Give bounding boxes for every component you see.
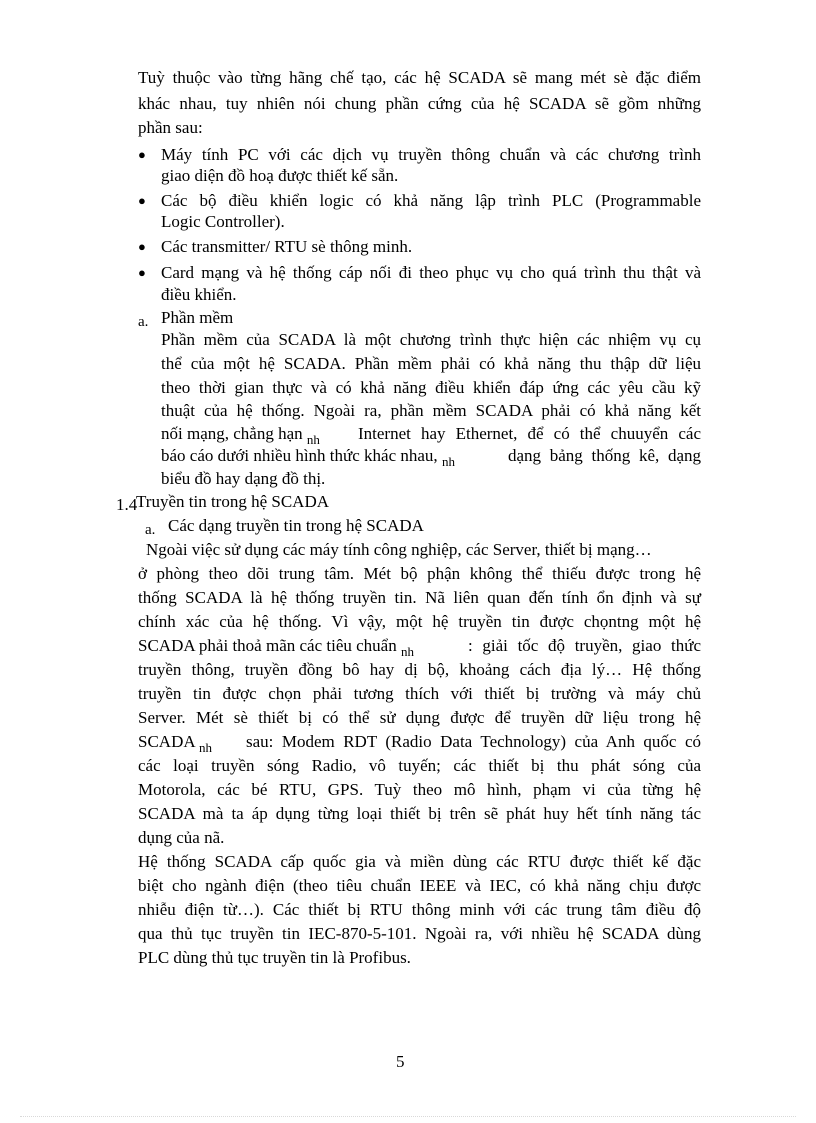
software-line-5 [161, 424, 320, 445]
bullet-dot-icon: ● [138, 147, 146, 162]
nh-subscript: nh [306, 432, 320, 447]
para1-line-5-part-b: : giải tốc độ truyền, giao thức [468, 636, 701, 655]
software-line-6 [161, 446, 455, 467]
bullet-4-line-1: Card mạng và hệ thống cáp nối đi theo phục vụ cho quá trình thu thật và [161, 263, 701, 282]
intro-line-3: phần sau: [138, 118, 203, 137]
intro-line-2: khác nhau, tuy nhiên nói chung phần cứng của hệ SCADA sẽ gồm những [138, 94, 701, 113]
nh-subscript: nh [400, 644, 414, 659]
para1-line-9-part-b: sau: Modem RDT (Radio Data Technology) của Anh quốc có [246, 732, 701, 751]
para1-line-12: SCADA mà ta áp dụng từng loại thiết bị trên sẽ phát huy hết tính năng tác [138, 804, 701, 823]
software-line-5-part-b: Internet hay Ethernet, để có thể chuuyển các [358, 424, 701, 443]
software-line-6-part-b: dạng bảng thống kê, dạng [508, 446, 701, 465]
para2-line-5: PLC dùng thủ tục truyền tin là Profibus. [138, 948, 411, 967]
para2-line-4: qua thủ tục truyền tin IEC-870-5-101. Ngoài ra, với nhiều hệ SCADA dùng [138, 924, 701, 943]
software-heading: Phần mềm [161, 308, 234, 327]
bullet-dot-icon: ● [138, 239, 146, 254]
para2-line-1: Hệ thống SCADA cấp quốc gia và miền dùng các RTU được thiết kế đặc [138, 852, 701, 871]
para1-line-2: ở phòng theo dõi trung tâm. Mét bộ phận không thể thiếu được trong hệ [138, 564, 701, 583]
subsection-title: Các dạng truyền tin trong hệ SCADA [168, 516, 424, 535]
page-bottom-divider [20, 1116, 796, 1117]
software-line-2: thể của một hệ SCADA. Phần mềm phải có khả năng thu thập dữ liệu [161, 354, 701, 373]
nh-subscript: nh [441, 454, 455, 469]
para1-line-10: các loại truyền sóng Radio, vô tuyến; các thiết bị thu phát sóng của [138, 756, 701, 775]
para1-line-11: Motorola, các bé RTU, GPS. Tuỳ theo mô hình, phạm vi của từng hệ [138, 780, 701, 799]
software-marker: a. [138, 314, 149, 330]
bullet-1-line-1: Máy tính PC với các dịch vụ truyền thông chuẩn và các chương trình [161, 145, 701, 164]
para1-line-5-part-a: SCADA phải thoả mãn các tiêu chuẩn [138, 636, 397, 655]
bullet-dot-icon: ● [138, 265, 146, 280]
para1-line-8: Server. Mét sè thiết bị có thể sử dụng được để truyền dữ liệu trong hệ [138, 708, 701, 727]
para1-line-9-part-a: SCADA [138, 732, 195, 751]
para1-line-1: Ngoài việc sử dụng các máy tính công nghiệp, các Server, thiết bị mạng… [146, 540, 652, 559]
software-line-5-part-a: nối mạng, chẳng hạn [161, 424, 303, 443]
bullet-2-line-2: Logic Controller). [161, 212, 285, 231]
software-line-4: thuật của hệ thống. Ngoài ra, phần mềm SCADA phải có khả năng kết [161, 401, 701, 420]
section-title: Truyền tin trong hệ SCADA [136, 492, 329, 511]
software-line-7: biểu đồ hay dạng đồ thị. [161, 469, 326, 488]
software-line-6-part-a: báo cáo dưới nhiều hình thức khác nhau, [161, 446, 438, 465]
software-line-3: theo thời gian thực và có khả năng điều khiển đáp ứng các yêu cầu kỹ [161, 378, 701, 397]
para2-line-2: biệt cho ngành điện (theo tiêu chuẩn IEEE và IEC, có khả năng chịu được [138, 876, 701, 895]
para1-line-7: truyền tin được chọn phải tương thích với thiết bị trường và máy chủ [138, 684, 701, 703]
software-line-1: Phần mềm của SCADA là một chương trình thực hiện các nhiệm vụ cụ [161, 330, 701, 349]
para2-line-3: nhiễu điện từ…). Các thiết bị RTU thông minh với các trung tâm điều độ [138, 900, 701, 919]
para1-line-5 [138, 636, 414, 657]
bullet-dot-icon: ● [138, 193, 146, 208]
intro-line-1: Tuỳ thuộc vào từng hãng chế tạo, các hệ SCADA sẽ mang mét sè đặc điểm [138, 68, 701, 87]
bullet-4-line-2: điều khiển. [161, 285, 237, 304]
para1-line-9 [138, 732, 212, 753]
bullet-2-line-1: Các bộ điều khiển logic có khả năng lập trình PLC (Programmable [161, 191, 701, 210]
para1-line-6: truyền thông, truyền đồng bô hay dị bộ, khoảng cách địa lý… Hệ thống [138, 660, 701, 679]
subsection-marker: a. [145, 522, 156, 538]
bullet-1-line-2: giao diện đồ hoạ được thiết kế sẵn. [161, 166, 399, 185]
para1-line-3: thống SCADA là hệ thống truyền tin. Nã liên quan đến tính ổn định và sự [138, 588, 701, 607]
page-number: 5 [396, 1052, 405, 1071]
para1-line-13: dụng của nã. [138, 828, 225, 847]
section-number: 1.4 [116, 495, 138, 514]
nh-subscript: nh [198, 740, 212, 755]
para1-line-4: chính xác của hệ thống. Vì vậy, một hệ truyền tin được chọntng một hệ [138, 612, 701, 631]
bullet-3-line-1: Các transmitter/ RTU sè thông minh. [161, 237, 413, 256]
